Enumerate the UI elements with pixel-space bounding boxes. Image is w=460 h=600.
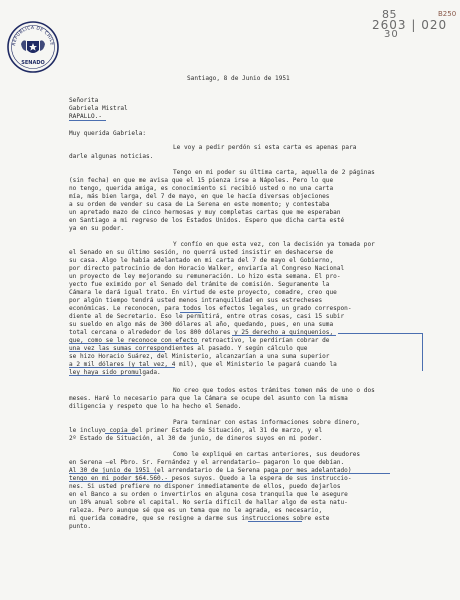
place-date: Santiago, 8 de Junio de 1951 [187, 75, 290, 82]
paragraph-line: No creo que todos estos trámites tomen más de uno o dos [173, 387, 375, 394]
paragraph-line: un proyecto de ley mejorando su remuneración. Lo hizo esta semana. El pro- [69, 273, 341, 280]
paragraph-line: diente al de Secretario. Eso le permitirá, entre otras cosas, casi 15 subir [69, 313, 345, 320]
paragraph-line: ley haya sido promulgada. [69, 369, 161, 376]
paragraph-line: total cercana o alrededor de los 800 dólares y 25 derecho a quinquenios, [69, 329, 334, 336]
pencil-ref-corner: B250 [438, 10, 457, 18]
paragraph-line: mía, más bien larga, del 7 de mayo, en que le hacía diversas objeciones [69, 193, 330, 200]
paragraph-line: ya en su poder. [69, 225, 125, 232]
seal-top-text: REPÚBLICA DE CHILE [11, 25, 54, 47]
paragraph-line: el Senado en su último sesión, no querrá usted insistir en deshacerse de [69, 249, 334, 256]
addressee-line: Gabriela Mistral [69, 105, 128, 112]
paragraph-line: un 10% anual sobre el capital. No sería difícil de hallar algo de esta natu- [69, 499, 348, 506]
paragraph-line: no tengo, querida amiga, es conocimiento si recibió usted o no una carta [69, 185, 334, 192]
paragraph-line: un apretado mazo de cinco hermosas y muy completas cartas que me esperaban [69, 209, 341, 216]
paragraph-line: Como le expliqué en cartas anteriores, sus deudores [173, 451, 361, 458]
paragraph-line: a su orden de vender su casa de La Serena en este momento; y contestaba [69, 201, 330, 208]
paragraph-line: (sin fecha) en que me avisa que el 15 pienza irse a Nápoles. Pero lo que [69, 177, 334, 184]
paragraph-line: a 2 mil dólares (y tal vez, 4 mil), que el Ministerio le pagará cuando la [69, 361, 337, 368]
paragraph-line: yecto fue eximido por el Senado del trámite de comisión. Seguramente la [69, 281, 330, 288]
seal-bottom-text: SENADO [21, 60, 45, 66]
paragraph-line: mi querida comadre, que se resigne a darme sus instrucciones sobre este [69, 515, 330, 522]
paragraph-line: en el Banco a su orden o invertirlos en alguna cosa tranquila que le asegure [69, 491, 348, 498]
paragraph-line: económicas. Le reconocen, para todos los efectos legales, un grado correspon- [69, 305, 352, 312]
paragraph-line: 2º Estado de Situación, al 30 de junio, de dineros suyos en mi poder. [69, 435, 323, 442]
paragraph-line: Le voy a pedir perdón si esta carta es apenas para [173, 144, 357, 151]
paragraph-line: que, como se le reconoce con efecto retroactivo, le perdirían cobrar de [69, 337, 330, 344]
paragraph-line: nes. Si usted prefiere no disponer inmediatamente de ellos, puedo dejarlos [69, 483, 341, 490]
paragraph-line: por algún tiempo tendrá usted menos intranquilidad en sus estrecheses [69, 297, 323, 304]
paragraph-line: su sueldo en algo más de 300 dólares al año, quedando, pues, en una suma [69, 321, 334, 328]
paragraph-line: Tengo en mi poder su última carta, aquella de 2 páginas [173, 169, 375, 176]
paragraph-line: su casa. Algo le había adelantado en mi carta del 7 de mayo el Gobierno, [69, 257, 334, 264]
paragraph-line: Cámara le dará igual trato. En virtud de este proyecto, comadre, creo que [69, 289, 337, 296]
pencil-ref-low: 30 [384, 29, 399, 40]
paragraph-line: meses. Haré lo necesario para que la Cámara se ocupe del asunto con la misma [69, 395, 348, 402]
paragraph-line: raleza. Pero aunque sé que es un tema que no le agrada, es necesario, [69, 507, 323, 514]
pencil-ref-top: 85 [382, 8, 397, 21]
paragraph-line: en Santiago a mi regreso de los Estados Unidos. Espero que dicha carta esté [69, 217, 345, 224]
paragraph-line: por directo patrocinio de don Horacio Walker, enviaría al Congreso Nacional [69, 265, 345, 272]
paragraph-line: Para terminar con estas informaciones sobre dinero, [173, 419, 361, 426]
paragraph-line: tengo en mi poder $64.560.- pesos suyos. Quedo a la espera de sus instruccio- [69, 475, 352, 482]
salutation: Muy querida Gabriela: [69, 130, 147, 137]
paragraph-line: punto. [69, 523, 92, 530]
paragraph-line: Y confío en que esta vez, con la decisión ya tomada por [173, 241, 375, 248]
paragraph-line: una vez las sumas correspondientes al pasado. Y según cálculo que [69, 345, 308, 352]
paragraph-line: Al 30 de junio de 1951 (el arrendatario de La Serena paga por mes adelantado) [69, 467, 352, 474]
paragraph-line: diligencia y respeto que lo ha hecho el Senado. [69, 403, 242, 410]
paragraph-line: darle algunas noticias. [69, 153, 154, 160]
pencil-ref-mid: 2603 | 020 [372, 18, 448, 32]
addressee-line: Señorita [69, 97, 99, 104]
addressee-line: RAPALLO.- [69, 113, 103, 120]
senate-seal-icon [6, 20, 60, 74]
paragraph-line: en Serena —el Pbro. Sr. Fernández y el arrendatario— pagaron lo que debían. [69, 459, 345, 466]
paragraph-line: se hizo Horacio Suárez, del Ministerio, alcanzarían a una suma superior [69, 353, 330, 360]
paragraph-line: le incluyo copia del primer Estado de Situación, al 31 de marzo, y el [69, 427, 323, 434]
